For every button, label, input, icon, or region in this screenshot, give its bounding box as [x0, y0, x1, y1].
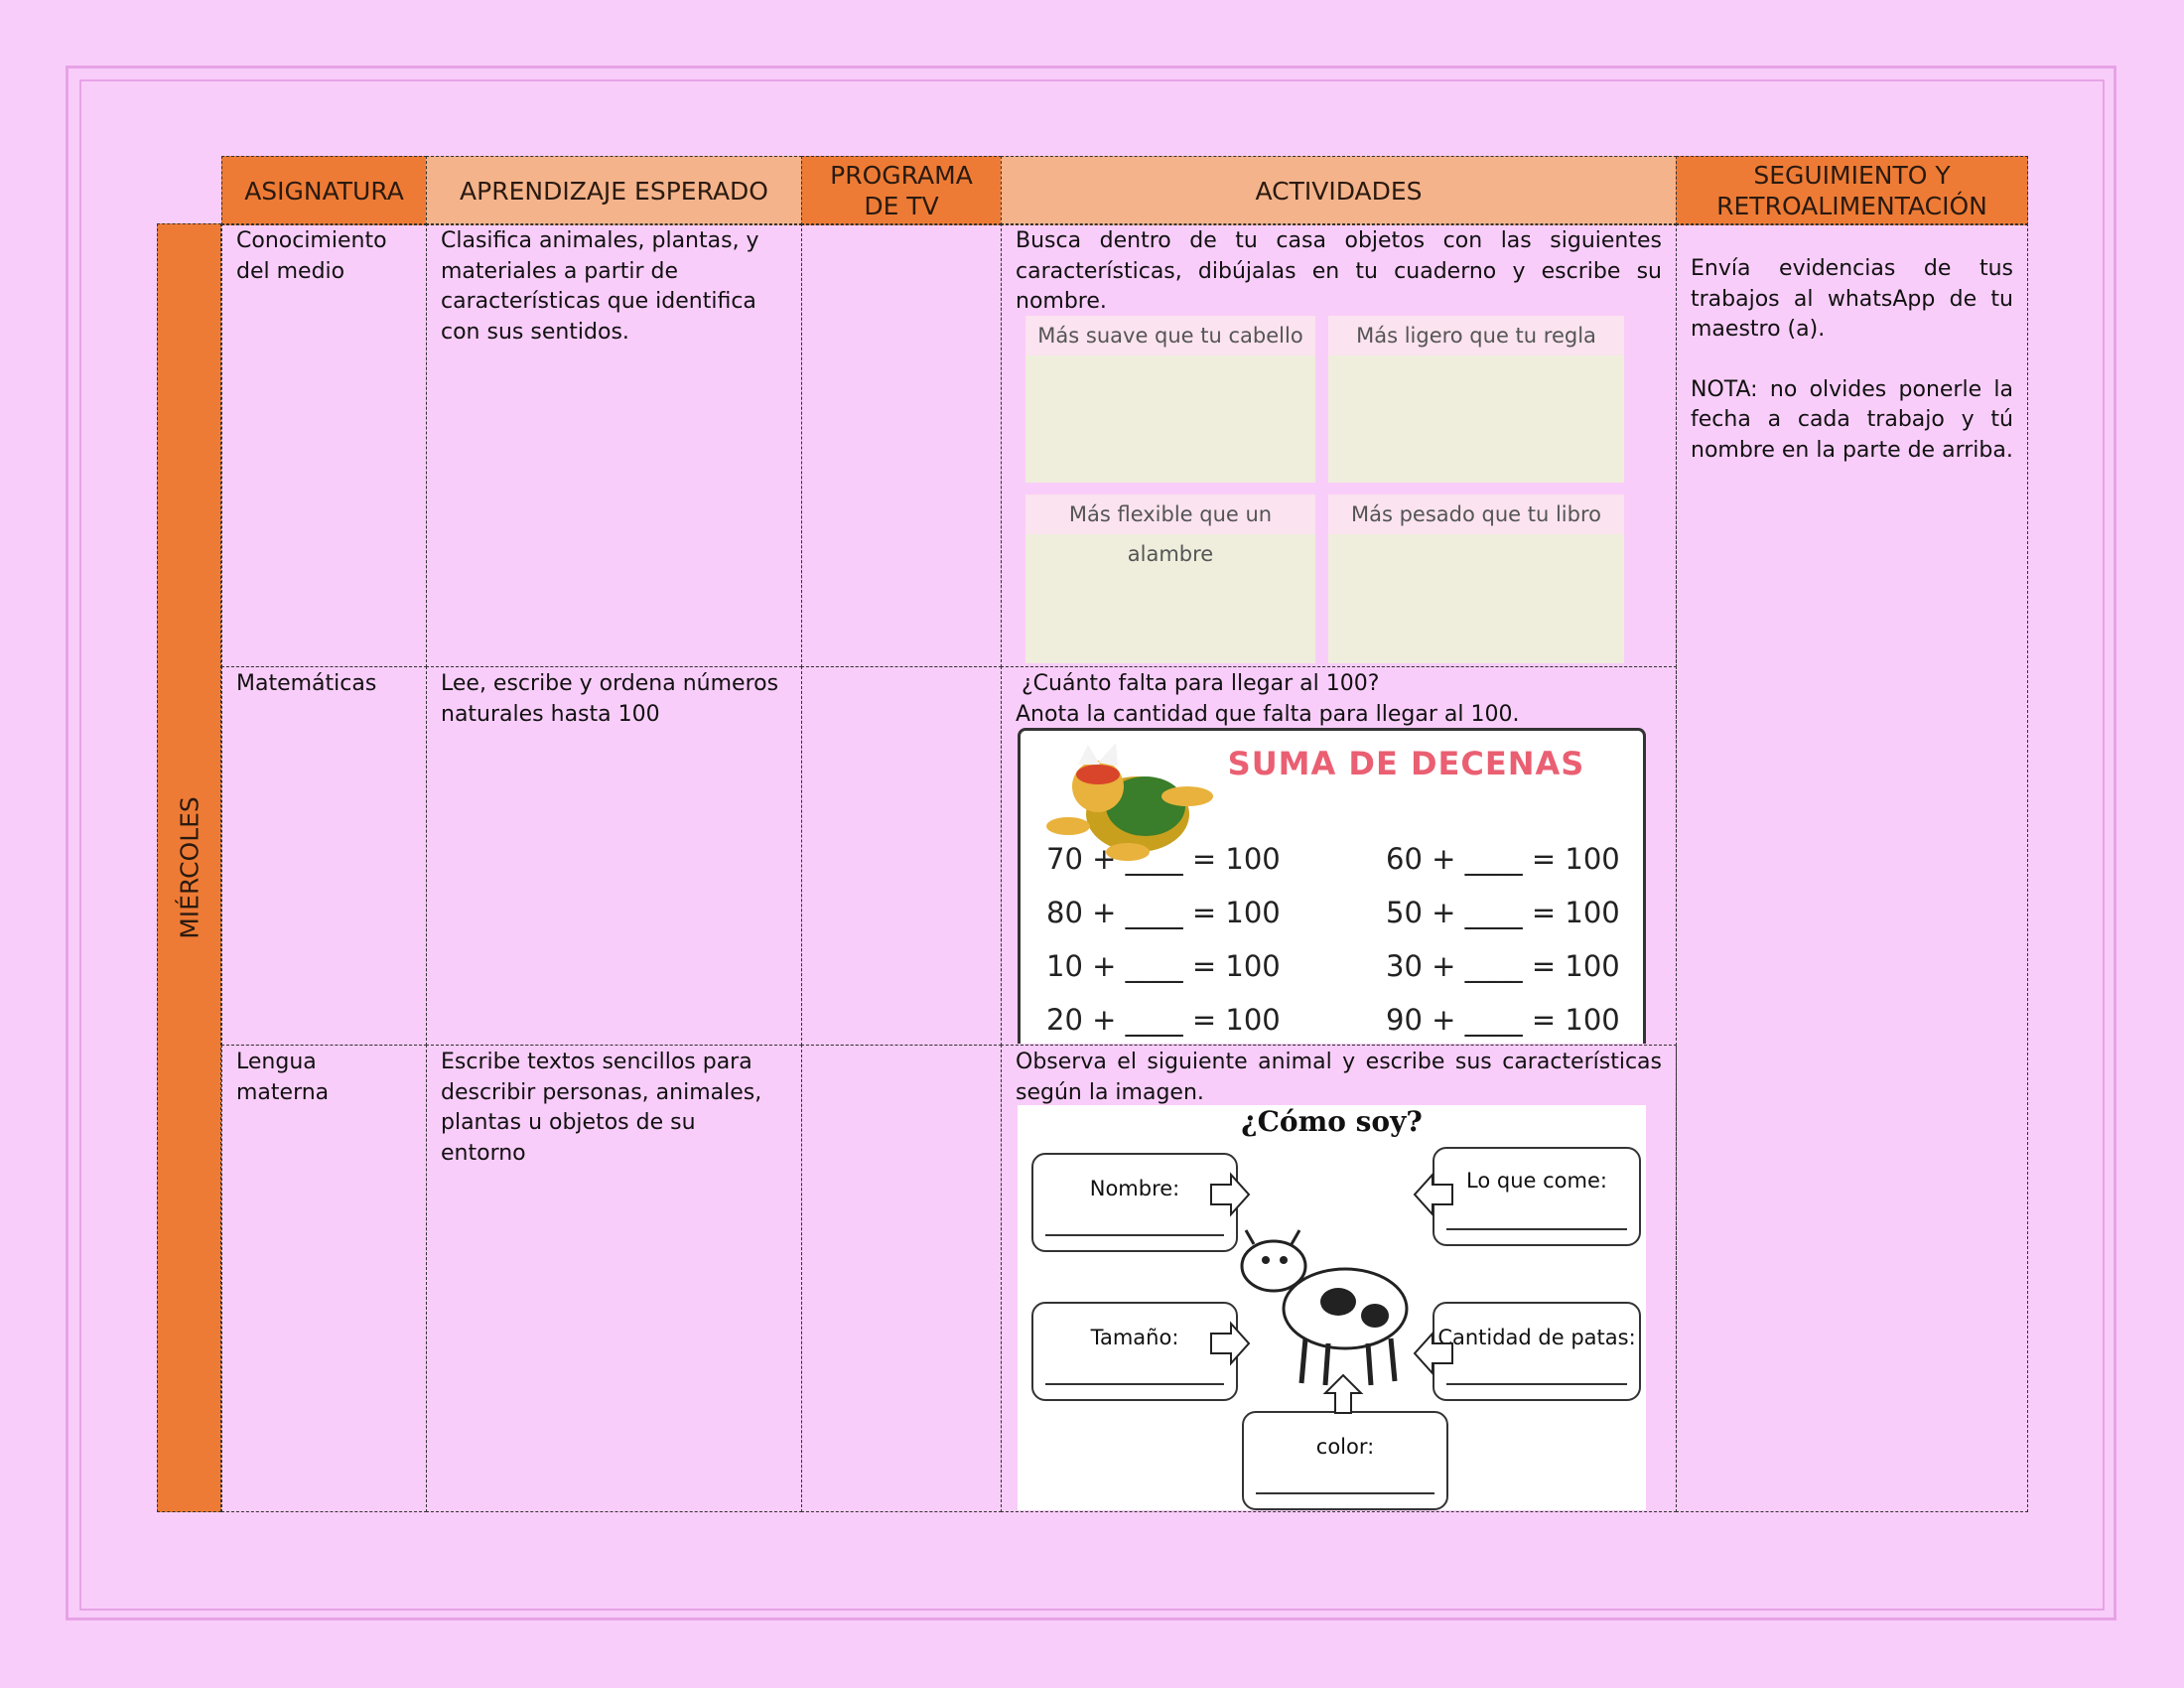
- row1-asignatura: Conocimiento del medio: [221, 223, 427, 667]
- box-nombre-label: Nombre:: [1089, 1177, 1180, 1200]
- seguimiento-text: Envía evidencias de tus trabajos al whatsApp de tu maestro (a).: [1691, 256, 2013, 342]
- equation-right-4: 90 + ____ = 100: [1386, 1003, 1620, 1037]
- row1-programa: [801, 223, 1002, 667]
- row2-programa: [801, 666, 1002, 1046]
- row2-asignatura: Matemáticas: [221, 666, 427, 1046]
- panel-flexible-title: Más flexible que un alambre: [1025, 494, 1315, 534]
- panel-pesado-title: Más pesado que tu libro: [1328, 494, 1624, 534]
- header-actividades: ACTIVIDADES: [1001, 156, 1677, 225]
- equation-left-2: 80 + ____ = 100: [1046, 896, 1281, 929]
- equation-right-3: 30 + ____ = 100: [1386, 949, 1620, 983]
- day-column: [157, 223, 221, 1512]
- box-tamano-label: Tamaño:: [1090, 1326, 1179, 1349]
- suma-decenas-worksheet: [1018, 728, 1646, 1044]
- panel-ligero: [1328, 316, 1624, 483]
- row3-programa: [801, 1045, 1002, 1512]
- header-aprendizaje: APRENDIZAJE ESPERADO: [426, 156, 802, 225]
- box-come-label: Lo que come:: [1466, 1169, 1607, 1193]
- texture-panels-image: [1025, 316, 1624, 663]
- panel-flexible: [1025, 494, 1315, 663]
- nota-text: NOTA: no olvides ponerle la fecha a cada trabajo y tú nombre en la parte de arriba.: [1691, 376, 2013, 463]
- header-seguimiento: SEGUIMIENTO Y RETROALIMENTACIÓN: [1676, 156, 2028, 225]
- header-programa: PROGRAMA DE TV: [801, 156, 1002, 225]
- equation-left-1: 70 + ____ = 100: [1046, 842, 1281, 876]
- arrow-icons: [1018, 1105, 1646, 1510]
- row2-actividad-question: ¿Cuánto falta para llegar al 100?: [1022, 671, 1380, 696]
- equation-right-2: 50 + ____ = 100: [1386, 896, 1620, 929]
- panel-ligero-title: Más ligero que tu regla: [1328, 316, 1624, 355]
- row3-actividad-text: Observa el siguiente animal y escribe sus características según la imagen.: [1016, 1050, 1662, 1105]
- seguimiento-cell: [1676, 223, 2028, 1512]
- box-patas-label: Cantidad de patas:: [1437, 1326, 1636, 1349]
- row2-aprendizaje: Lee, escribe y ordena números naturales hasta 100: [426, 666, 802, 1046]
- como-soy-worksheet: [1018, 1105, 1646, 1510]
- equation-left-4: 20 + ____ = 100: [1046, 1003, 1281, 1037]
- suma-decenas-title: SUMA DE DECENAS: [1227, 745, 1585, 782]
- como-soy-title: ¿Cómo soy?: [1241, 1105, 1423, 1138]
- equation-left-3: 10 + ____ = 100: [1046, 949, 1281, 983]
- header-asignatura: ASIGNATURA: [221, 156, 427, 225]
- equation-right-1: 60 + ____ = 100: [1386, 842, 1620, 876]
- panel-suave-title: Más suave que tu cabello: [1025, 316, 1315, 355]
- row1-aprendizaje: Clasifica animales, plantas, y materiales a partir de características que identifica con sus sentidos.: [426, 223, 802, 667]
- row2-actividad-text: Anota la cantidad que falta para llegar al 100.: [1016, 701, 1520, 727]
- day-label: MIÉRCOLES: [175, 796, 204, 939]
- panel-pesado: [1328, 494, 1624, 663]
- row1-actividad-text: Busca dentro de tu casa objetos con las siguientes características, dibújalas en tu cuaderno y escribe su nombre.: [1016, 228, 1662, 314]
- row3-aprendizaje: Escribe textos sencillos para describir personas, animales, plantas u objetos de su entorno: [426, 1045, 802, 1512]
- row3-asignatura: Lengua materna: [221, 1045, 427, 1512]
- panel-suave: [1025, 316, 1315, 483]
- box-color-label: color:: [1315, 1435, 1375, 1459]
